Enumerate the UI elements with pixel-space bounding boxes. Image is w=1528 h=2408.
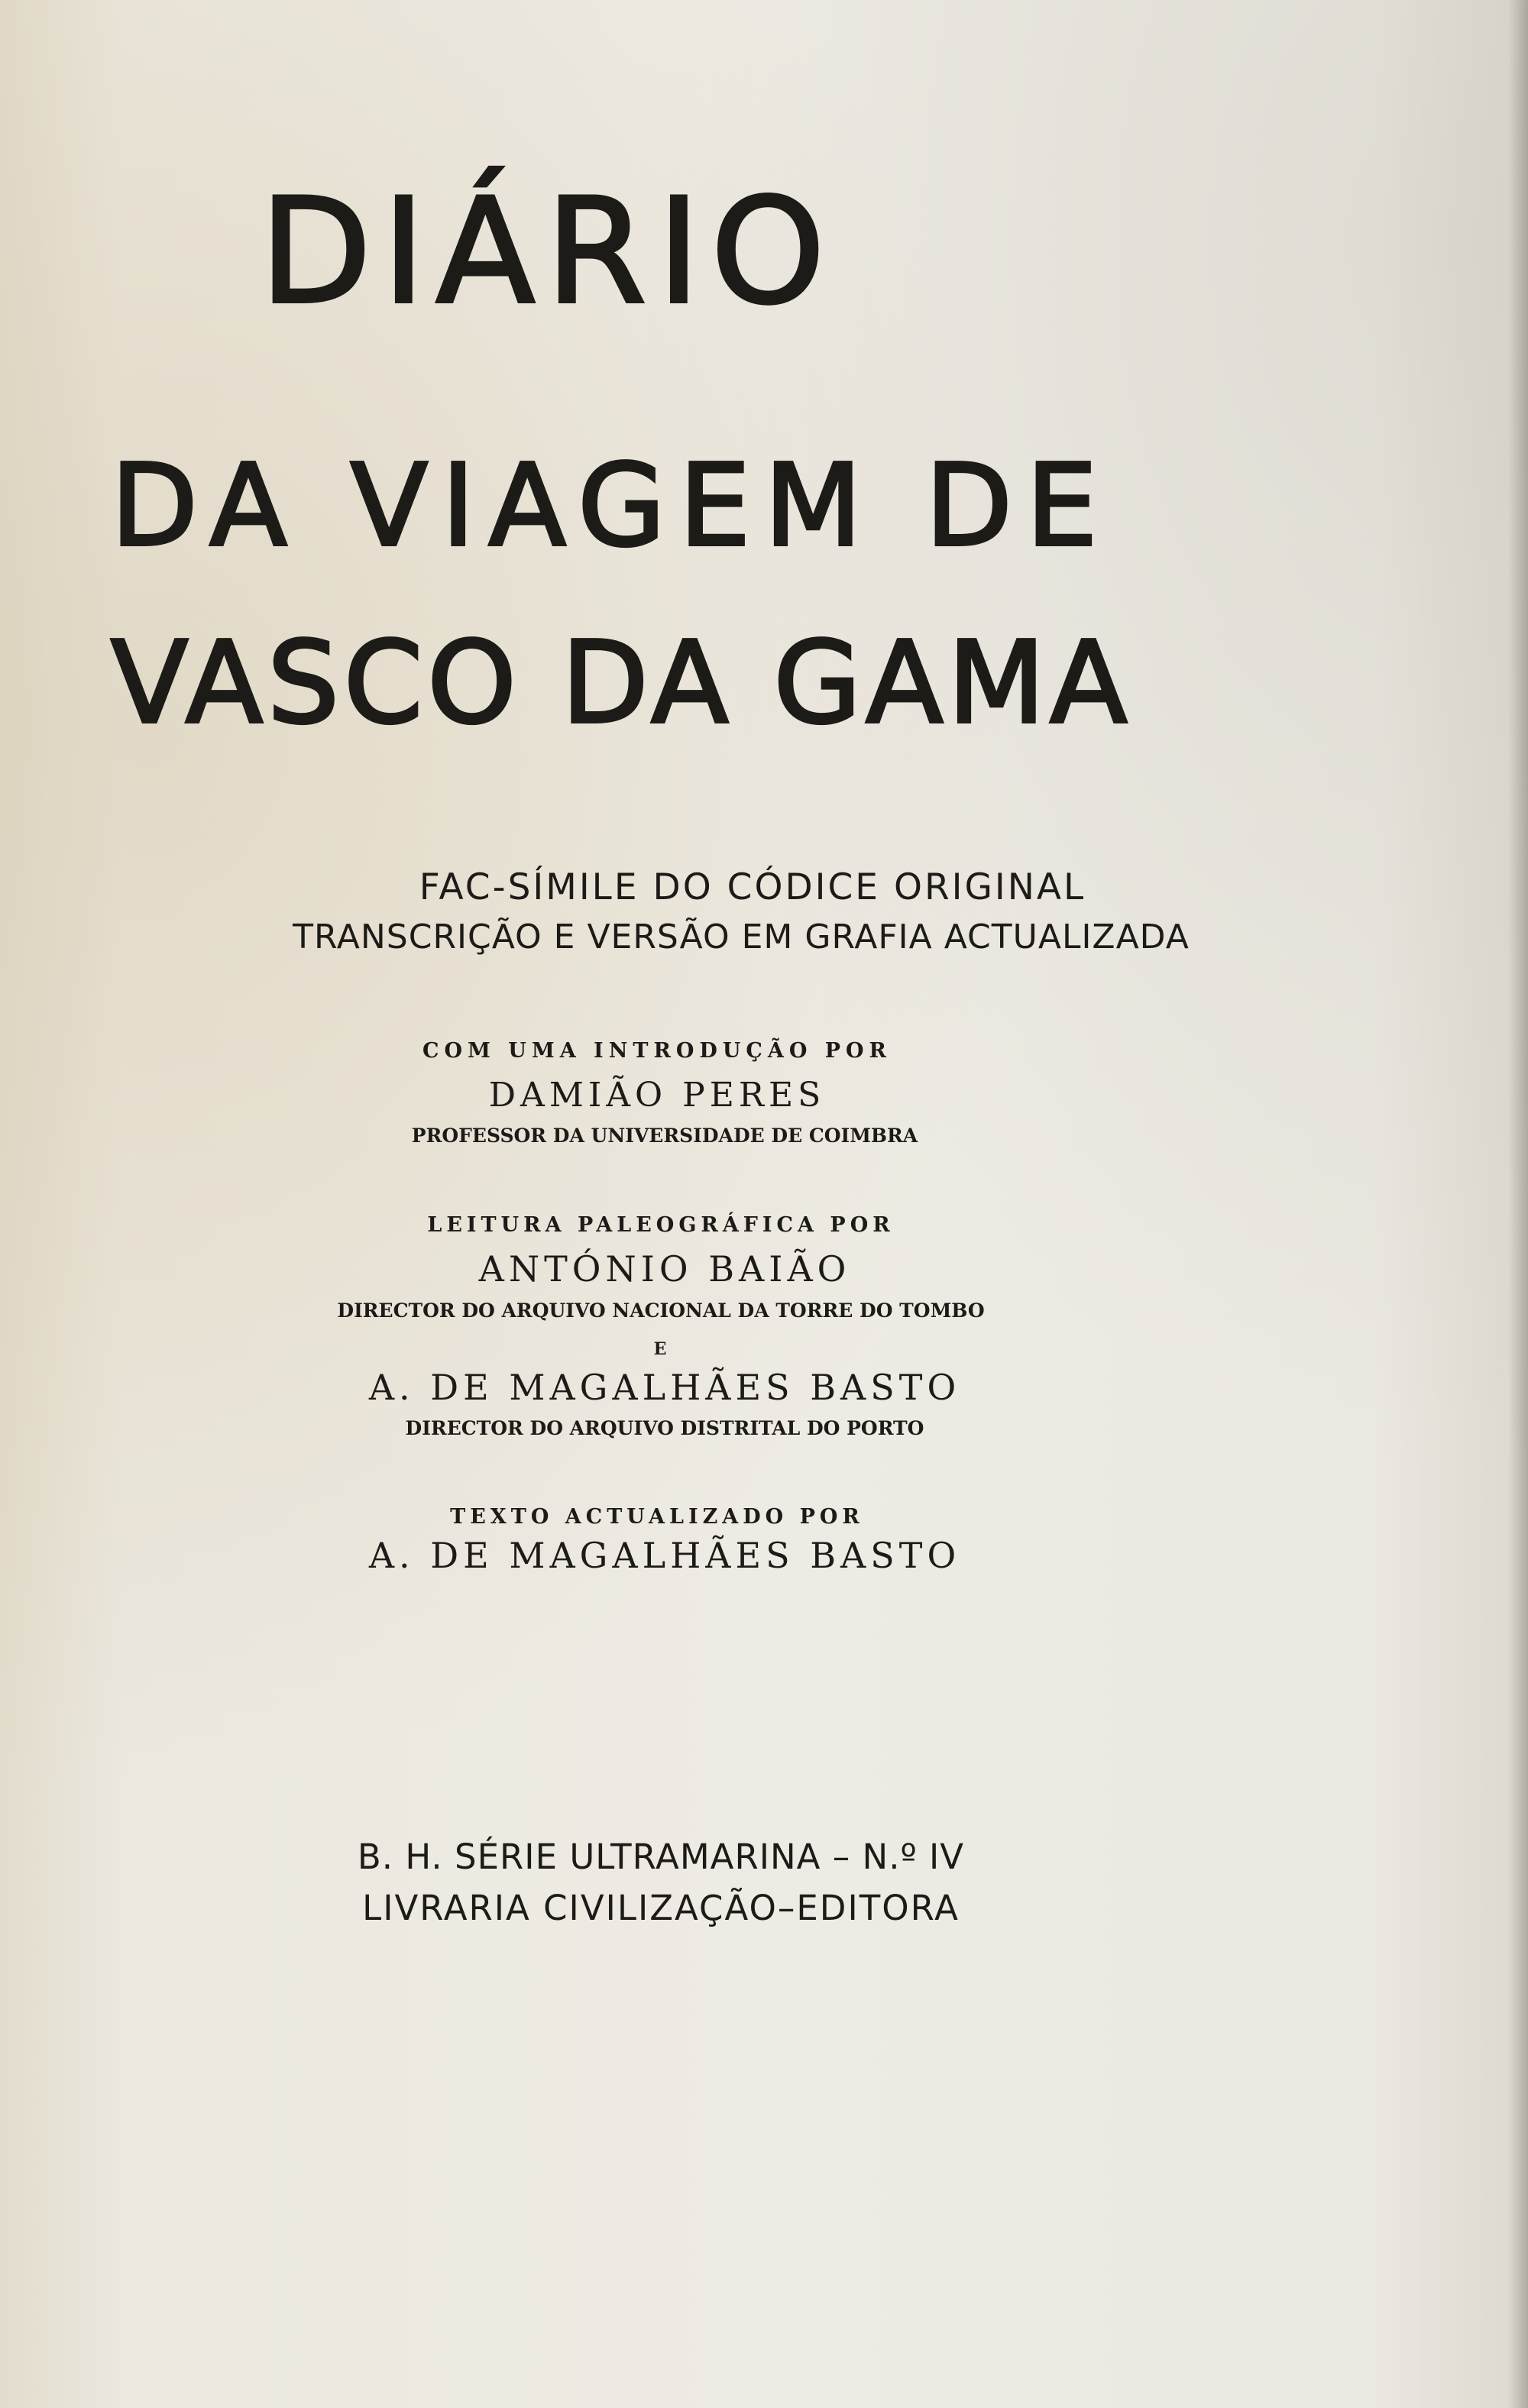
conjunction: [0, 1341, 1424, 1358]
intro-author-role: [0, 1126, 1429, 1145]
series-line-text: B. H. SÉRIE ULTRAMARINA – N.º IV: [357, 1837, 965, 1877]
reading-author-1-role: [0, 1301, 1425, 1320]
title-line-2: [111, 440, 1257, 571]
reading-label: [0, 1215, 1425, 1235]
title-line-2-text: DA VIAGEM DE: [111, 440, 1112, 571]
updated-author-text: A. DE MAGALHÃES BASTO: [368, 1535, 961, 1576]
reading-label-text: LEITURA PALEOGRÁFICA POR: [427, 1213, 895, 1237]
reading-author-2-text: A. DE MAGALHÃES BASTO: [368, 1367, 961, 1408]
title-main-text: DIÁRIO: [260, 167, 836, 336]
updated-author: [0, 1535, 1429, 1576]
intro-author-role-text: PROFESSOR DA UNIVERSIDADE DE COIMBRA: [411, 1125, 918, 1147]
intro-label-text: COM UMA INTRODUÇÃO POR: [422, 1039, 892, 1063]
reading-author-1: [0, 1248, 1429, 1290]
publisher-line-text: LIVRARIA CIVILIZAÇÃO–EDITORA: [362, 1888, 960, 1928]
reading-author-2: [0, 1367, 1429, 1408]
updated-label: [0, 1507, 1421, 1527]
reading-author-2-role: [0, 1419, 1429, 1438]
subtitle-2: [0, 918, 1505, 956]
subtitle-2-text: TRANSCRIÇÃO E VERSÃO EM GRAFIA ACTUALIZADA: [293, 918, 1190, 956]
series-line: [0, 1837, 1425, 1877]
publisher-line: [0, 1888, 1425, 1928]
intro-label: [0, 1041, 1421, 1061]
reading-author-1-text: ANTÓNIO BAIÃO: [478, 1248, 851, 1290]
intro-author-text: DAMIÃO PERES: [488, 1076, 826, 1115]
intro-author: [0, 1076, 1421, 1115]
updated-label-text: TEXTO ACTUALIZADO POR: [450, 1505, 864, 1529]
page-edge-shadow: [1508, 0, 1528, 2408]
conjunction-text: E: [653, 1339, 667, 1359]
subtitle-1-text: FAC-SÍMILE DO CÓDICE ORIGINAL: [419, 866, 1086, 908]
subtitle-1: [0, 866, 1517, 908]
reading-author-1-role-text: DIRECTOR DO ARQUIVO NACIONAL DA TORRE DO TOMBO: [337, 1299, 985, 1322]
title-line-3-text: VASCO DA GAMA: [111, 617, 1132, 749]
title-main: [260, 167, 1100, 336]
title-line-3: [111, 617, 1257, 749]
reading-author-2-role-text: DIRECTOR DO ARQUIVO DISTRITAL DO PORTO: [405, 1417, 924, 1439]
